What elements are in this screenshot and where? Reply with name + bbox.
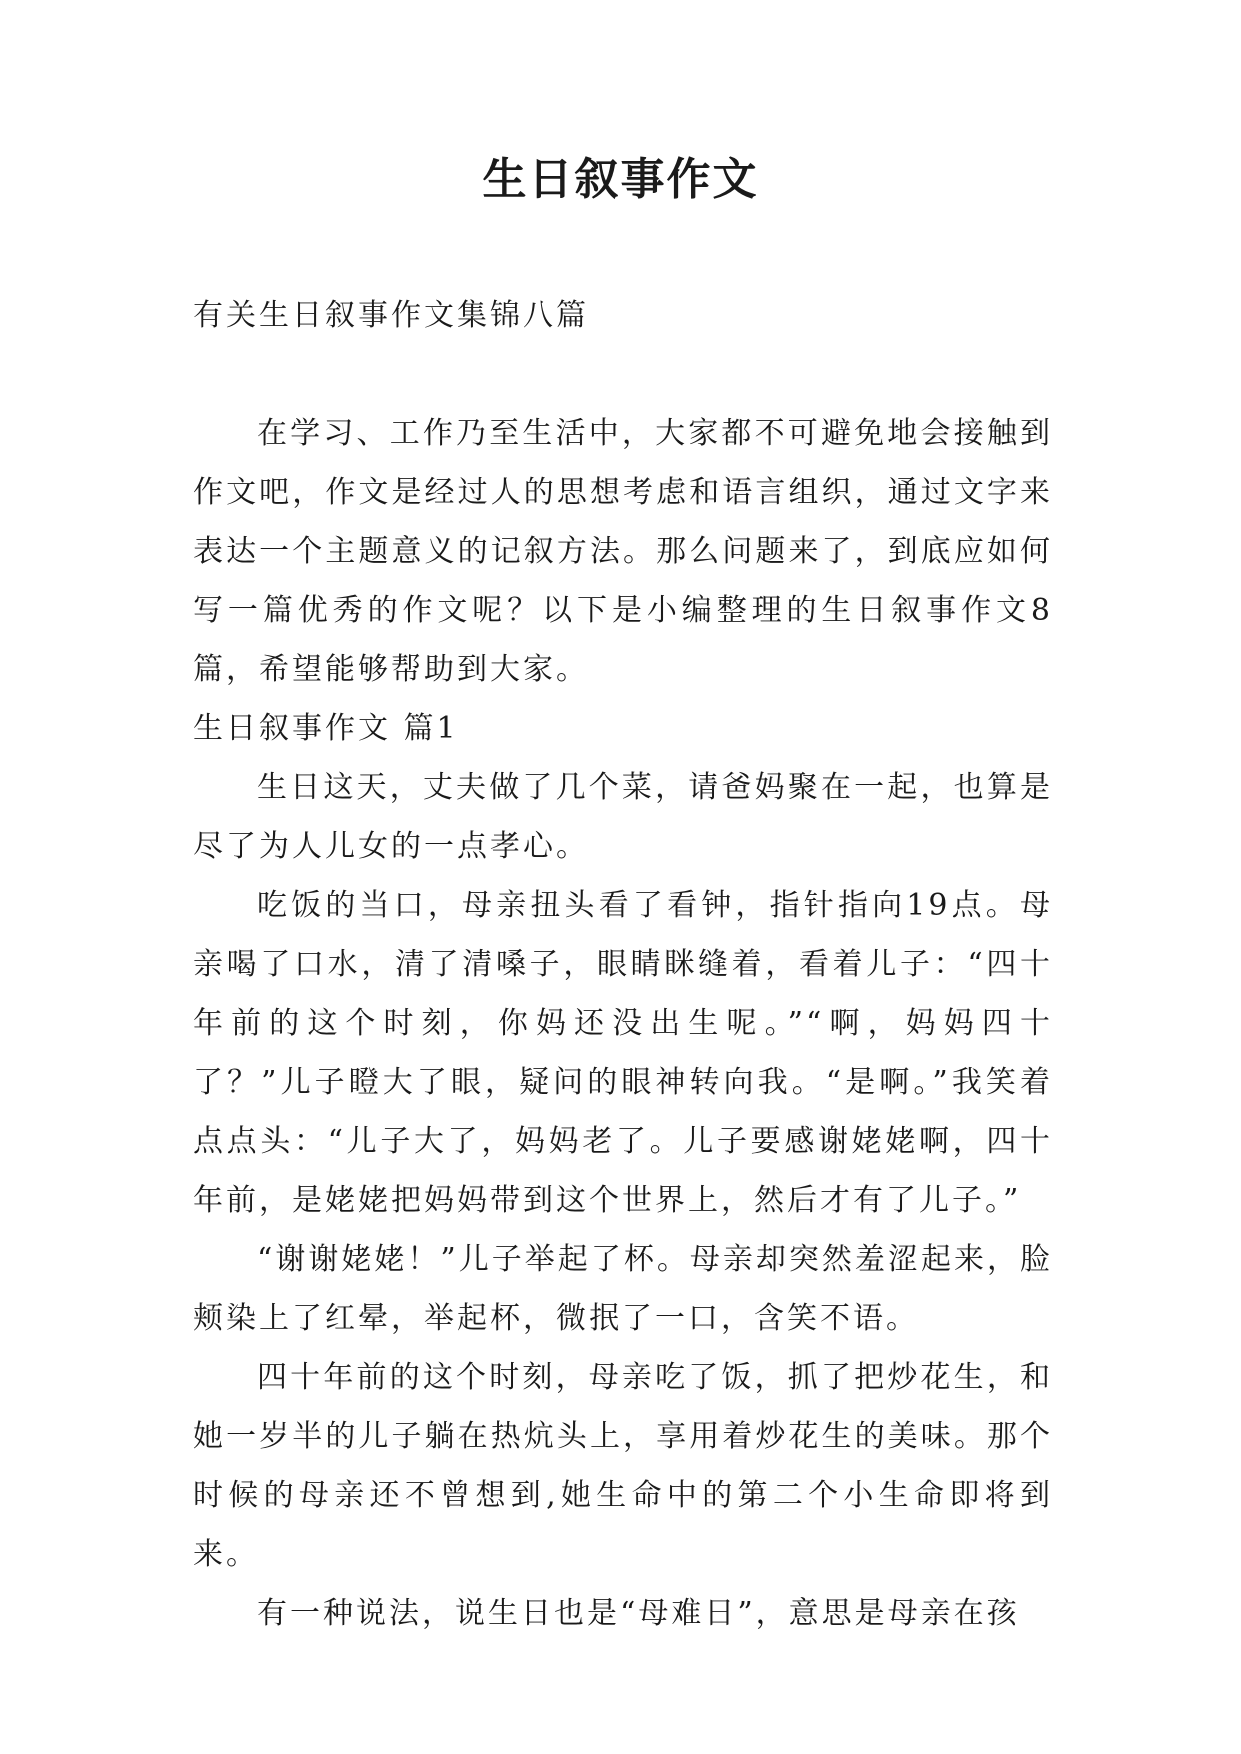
document-body bbox=[193, 286, 1053, 1643]
paragraph: “谢谢姥姥！”儿子举起了杯。母亲却突然羞涩起来，脸颊染上了红晕，举起杯，微抿了一口，含笑不语。 bbox=[193, 1242, 1053, 1336]
intro-paragraph: 在学习、工作乃至生活中，大家都不可避免地会接触到作文吧，作文是经过人的思想考虑和语言组织，通过文字来表达一个主题意义的记叙方法。那么问题来了，到底应如何写一篇优秀的作文呢？以下是小编整理的生日叙事作文8篇，希望能够帮助到大家。 bbox=[193, 416, 1053, 687]
paragraph: 有一种说法，说生日也是“母难日”，意思是母亲在孩 bbox=[257, 1596, 1020, 1631]
document-subtitle: 有关生日叙事作文集锦八篇 bbox=[193, 298, 589, 333]
paragraph: 吃饭的当口，母亲扭头看了看钟，指针指向19点。母亲喝了口水，清了清嗓子，眼睛眯缝着，看着儿子：“四十年前的这个时刻，你妈还没出生呢。”“啊，妈妈四十了？”儿子瞪大了眼，疑问的眼神转向我。“是啊。”我笑着点点头：“儿子大了，妈妈老了。儿子要感谢姥姥啊，四十年前，是姥姥把妈妈带到这个世界上，然后才有了儿子。” bbox=[193, 888, 1053, 1218]
paragraph: 生日这天，丈夫做了几个菜，请爸妈聚在一起，也算是尽了为人儿女的一点孝心。 bbox=[193, 770, 1053, 864]
section-heading: 生日叙事作文 篇1 bbox=[193, 711, 459, 746]
document-title: 生日叙事作文 bbox=[482, 154, 759, 205]
paragraph: 四十年前的这个时刻，母亲吃了饭，抓了把炒花生，和她一岁半的儿子躺在热炕头上，享用着炒花生的美味。那个时候的母亲还不曾想到,她生命中的第二个小生命即将到来。 bbox=[193, 1360, 1053, 1572]
